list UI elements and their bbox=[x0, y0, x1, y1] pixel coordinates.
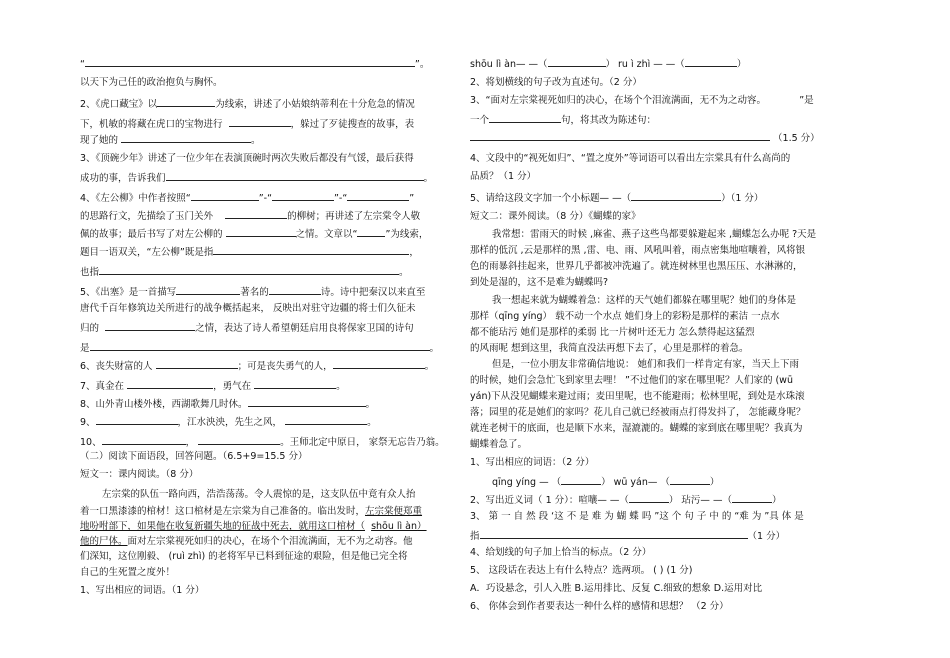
blank bbox=[480, 528, 748, 539]
text: ） bbox=[771, 495, 782, 506]
text: ， bbox=[185, 437, 196, 448]
blank bbox=[225, 208, 287, 219]
q5-line4 bbox=[80, 340, 439, 356]
text: ”。 bbox=[414, 59, 430, 70]
text: 的思路行文，先描绘了玉门关外 bbox=[80, 211, 214, 222]
q5-line3 bbox=[80, 320, 414, 336]
blank bbox=[285, 414, 367, 425]
text: 。 bbox=[399, 267, 409, 278]
paragraph-line: 我常想：雷雨天的时候 ,麻雀、燕子这些鸟都要躲避起来 ,蝴蝶怎么办呢 ?天是 bbox=[492, 229, 817, 240]
question: 2、将划横线的句子改为直述句。（2 分） bbox=[470, 77, 642, 88]
blank bbox=[85, 56, 415, 67]
text: 。 bbox=[251, 135, 261, 146]
blank bbox=[254, 378, 336, 389]
blank bbox=[470, 130, 770, 141]
text: 一个 bbox=[470, 115, 490, 126]
q3-text: 3、《顶碗少年》讲述了一位少年在表演顶碗时两次失败后都没有气馁，最后获得 bbox=[80, 153, 414, 164]
text: 8、山外青山楼外楼，西湖歌舞几时休。 bbox=[80, 399, 248, 410]
paragraph-line: 那样（qīng yíng） 载不动一个水点 她们身上的彩粉是那样的素洁 一点水 bbox=[470, 311, 780, 322]
blank bbox=[127, 378, 213, 389]
question: 3、 第 一 自 然 段 ‘这 不 是 难 为 蝴 蝶 吗 ”这 个 句 子 中 的 “难 为 ”具 体 是 bbox=[470, 511, 804, 522]
text: ”是 bbox=[799, 95, 814, 106]
text: shōu lì àn— —（ bbox=[470, 59, 548, 70]
text: ，江水泱泱，先生之风， bbox=[177, 417, 283, 428]
answer-line bbox=[492, 474, 719, 490]
q2-line1 bbox=[80, 96, 415, 112]
q2-line3 bbox=[80, 132, 261, 148]
text: 10、 bbox=[80, 437, 102, 448]
blank bbox=[269, 284, 321, 295]
answer-line bbox=[470, 130, 820, 146]
q5-line1 bbox=[80, 284, 425, 300]
question: 1、写出相应的词语。（1 分） bbox=[80, 585, 205, 596]
blank bbox=[99, 264, 399, 275]
question: 1、写出相应的词语：（2 分） bbox=[470, 457, 595, 468]
underlined-text: ） bbox=[417, 521, 427, 532]
paragraph-line: 那样的低沉 ,云是那样的黑 ,雷、电、雨、风吼叫着，雨点密集地喧嚷着，风将银 bbox=[470, 245, 806, 256]
text: 以天下为己任的政治抱负与胸怀。 bbox=[80, 77, 223, 88]
text: ”-“ bbox=[334, 193, 348, 204]
q2-line2 bbox=[80, 116, 414, 132]
blank bbox=[198, 434, 280, 445]
text: 5、请给这段文字加一个小标题— —（ bbox=[470, 193, 632, 204]
question: 4、文段中的“视死如归”、“置之度外”等词语可以看出左宗棠具有什么高尚的 bbox=[470, 153, 791, 164]
text: 7、真金在 bbox=[80, 381, 125, 392]
question bbox=[470, 190, 763, 206]
blank bbox=[629, 492, 669, 503]
text: 3、“面对左宗棠视死如归的决心，在场个个泪流满面，无不为之动容。 bbox=[470, 95, 766, 106]
blank bbox=[685, 56, 737, 67]
text: 的柳树；再讲述了左宗棠令人敬 bbox=[287, 211, 421, 222]
paragraph-line bbox=[80, 535, 413, 549]
q8-line bbox=[80, 396, 375, 412]
text: （1.5 分） bbox=[773, 133, 820, 144]
text: ” bbox=[409, 193, 415, 204]
paragraph-line: 左宗棠的队伍一路向西，浩浩荡荡。令人震惊的是，这支队伍中竟有众人抬 bbox=[102, 489, 416, 500]
text: 著名的 bbox=[240, 287, 269, 298]
text: 。 bbox=[365, 399, 376, 410]
text: 诗。诗中把秦汉以来直至 bbox=[320, 287, 426, 298]
text: 为线索，讲述了小姑娘纳蒂利在十分危急的情况 bbox=[215, 99, 415, 110]
blank bbox=[226, 226, 296, 237]
text: ”-“ bbox=[258, 193, 272, 204]
question: 5、 这段话在表达上有什么特点？选两项。 ( ) (1 分) bbox=[470, 565, 693, 576]
q4-line5 bbox=[80, 264, 409, 280]
q9-line bbox=[80, 414, 377, 430]
blank bbox=[631, 190, 721, 201]
text: 9、 bbox=[80, 417, 96, 428]
passage-heading: 短文一：课内阅读。（8 分） bbox=[80, 469, 199, 480]
blank bbox=[90, 340, 430, 351]
passage-heading: 短文二：课外阅读。（8 分）《蝴蝶的家》 bbox=[470, 211, 641, 222]
text: 2、《虎口藏宝》以 bbox=[80, 99, 158, 110]
text: 着一口黑漆漆的棺材！这口棺材是左宗棠为自己准备的。临出发时， bbox=[80, 506, 366, 517]
blank bbox=[121, 132, 251, 143]
text: 之情。文章以“ bbox=[295, 229, 358, 240]
blank bbox=[96, 414, 178, 425]
text: 。 bbox=[367, 417, 377, 428]
question bbox=[470, 492, 781, 508]
text: ） 玷污— —（ bbox=[668, 495, 732, 506]
paragraph-line: 就连老树干的底面，也是顺下水来，湿漉漉的。蝴蝶的家到底在哪里呢？我真为 bbox=[470, 423, 803, 434]
q3-line2 bbox=[80, 170, 433, 186]
pinyin-line bbox=[470, 56, 746, 72]
answer-line bbox=[470, 528, 785, 544]
blank bbox=[347, 190, 409, 201]
text: ） ru ì zhì — —（ bbox=[605, 59, 685, 70]
text: （1 分） bbox=[747, 531, 786, 542]
q10-line bbox=[80, 434, 445, 450]
question: 4、给划线的句子加上恰当的标点。（2 分） bbox=[470, 547, 652, 558]
paragraph-line: 自己的生死置之度外！ bbox=[80, 567, 176, 578]
text: 现了她的 bbox=[80, 135, 119, 146]
section-heading: （二）阅读下面语段，回答问题。（6.5+9=15.5 分） bbox=[80, 451, 308, 462]
blank bbox=[272, 190, 334, 201]
text: ） bbox=[736, 59, 747, 70]
q1-tail-line bbox=[80, 56, 429, 72]
q5-text: 唐代千百年修筑边关所进行的战争概括起来， 反映出对驻守边疆的将士们久征未 bbox=[80, 303, 416, 314]
text: 2、写出近义词（ 1 分）：喧嚷— —（ bbox=[470, 495, 629, 506]
text: 。 bbox=[423, 173, 434, 184]
blank bbox=[229, 116, 291, 127]
paragraph-line: 的时候，她们会急忙飞到家里去哩！ ”不过他们的家在哪里呢？人们家的 (wū bbox=[470, 375, 793, 386]
paragraph-line: 落；园里的花是她们的家吗？花儿自己就已经被雨点打得发抖了， 怎能藏身呢？ bbox=[470, 407, 806, 418]
text: ，躲过了歹徒搜查的故事，表 bbox=[290, 119, 415, 130]
text: 。王师北定中原日， 家祭无忘告乃翁。 bbox=[280, 437, 445, 448]
text: 也指 bbox=[80, 267, 100, 278]
text: ）（1 分） bbox=[721, 193, 764, 204]
underlined-text: 左宗棠便郑重 bbox=[365, 506, 423, 517]
text: 。 bbox=[429, 343, 440, 354]
blank bbox=[105, 320, 195, 331]
blank bbox=[670, 474, 710, 485]
question: 品质？（1 分） bbox=[470, 171, 537, 182]
text: 之情，表达了诗人希望朝廷启用良将保家卫国的诗句 bbox=[195, 323, 414, 334]
paragraph-line bbox=[80, 505, 422, 519]
text: 是 bbox=[80, 343, 90, 354]
blank bbox=[248, 396, 366, 407]
text: ， bbox=[409, 247, 419, 258]
q6-line bbox=[80, 358, 434, 374]
blank bbox=[489, 112, 561, 123]
text: 5、《出塞》是一首描写 bbox=[80, 287, 177, 298]
paragraph-line: 都不能玷污 她们是那样的柔弱 比一片树叶还无力 怎么禁得起这猛烈 bbox=[470, 327, 755, 338]
question bbox=[470, 94, 814, 108]
blank bbox=[157, 96, 215, 107]
blank bbox=[191, 190, 259, 201]
underlined-text: 他的尸体。 bbox=[80, 536, 128, 547]
paragraph-line: 我一想起来就为蝴蝶着急：这样的天气她们都躲在哪里呢？她们的身体是 bbox=[492, 295, 797, 306]
paragraph-line: yán)下从没见蝴蝶来避过雨；麦田里呢，也不能避雨；松林里呢，到处是水珠滚 bbox=[470, 391, 805, 402]
underlined-text: 地吩咐部下，如果他在收复新疆失地的征战中死去，就用这口棺材（ bbox=[80, 521, 366, 532]
blank bbox=[156, 358, 238, 369]
q4-line3 bbox=[80, 226, 428, 242]
text: 成功的事，告诉我们 bbox=[80, 173, 166, 184]
q7-line bbox=[80, 378, 346, 394]
text: “ bbox=[80, 59, 85, 70]
text: 。 bbox=[424, 361, 435, 372]
blank bbox=[176, 284, 240, 295]
text: 面对左宗棠视死如归的决心，在场个个泪流满面，无不为之动容。他 bbox=[127, 536, 413, 547]
q4-line4 bbox=[80, 244, 419, 260]
blank bbox=[732, 492, 772, 503]
options: A．巧设悬念，引人入胜 B.运用排比、反复 C.细致的想象 D.运用对比 bbox=[470, 583, 763, 594]
text: 归的 bbox=[80, 323, 100, 334]
text: ”为线索， bbox=[385, 229, 429, 240]
text: ） wū yán— （ bbox=[601, 477, 670, 488]
q4-line1 bbox=[80, 190, 414, 206]
blank bbox=[102, 434, 186, 445]
text: 6、丧失财富的人 bbox=[80, 361, 153, 372]
text: 指 bbox=[470, 531, 480, 542]
text: qīng yíng — （ bbox=[492, 477, 562, 488]
text: 下，机敏的将藏在虎口的宝物进行 bbox=[80, 119, 223, 130]
text: 。 bbox=[336, 381, 346, 392]
question bbox=[470, 112, 656, 128]
text: 句，将其改为陈述句： bbox=[561, 115, 657, 126]
text: ） bbox=[709, 477, 720, 488]
paragraph-line: 们深知，这位刚毅、 (ruì zhì) 的老将军早已料到征途的艰险，但是他已完全将 bbox=[80, 551, 408, 562]
paragraph-line bbox=[80, 520, 427, 534]
blank bbox=[213, 244, 409, 255]
blank bbox=[166, 170, 424, 181]
blank bbox=[333, 358, 425, 369]
text: ；可是丧失勇气的人， bbox=[237, 361, 333, 372]
paragraph-line: 蝴蝶着急了。 bbox=[470, 439, 528, 450]
paragraph-line: 但是，一位小朋友非常确信地说： 她们和我们一样肯定有家，当天上下雨 bbox=[492, 359, 800, 370]
text: ，勇气在 bbox=[213, 381, 252, 392]
paragraph-line: 到处是湿的，这不是难为蝴蝶吗? bbox=[470, 277, 609, 288]
text: 题目一语双关，“左公柳”既是指 bbox=[80, 247, 214, 258]
blank bbox=[548, 56, 606, 67]
paragraph-line: 色的雨暴斜挂起来，世界几乎都被冲洗遍了。就连树林里也黑压压、水淋淋的， bbox=[470, 261, 803, 272]
text: 佩的故事；最后书写了对左公柳的 bbox=[80, 229, 223, 240]
pinyin: shōu lì àn bbox=[371, 521, 418, 532]
blank bbox=[357, 226, 385, 237]
q4-line2 bbox=[80, 208, 420, 224]
paragraph-line: 的风雨呢 想到这里，我简直没法再想下去了，心里是那样的着急。 bbox=[470, 343, 749, 354]
text: 4、《左公柳》中作者按照“ bbox=[80, 193, 191, 204]
blank bbox=[561, 474, 601, 485]
question: 6、 你体会到作者要表达一种什么样的感情和思想？ （2 分） bbox=[470, 601, 729, 612]
